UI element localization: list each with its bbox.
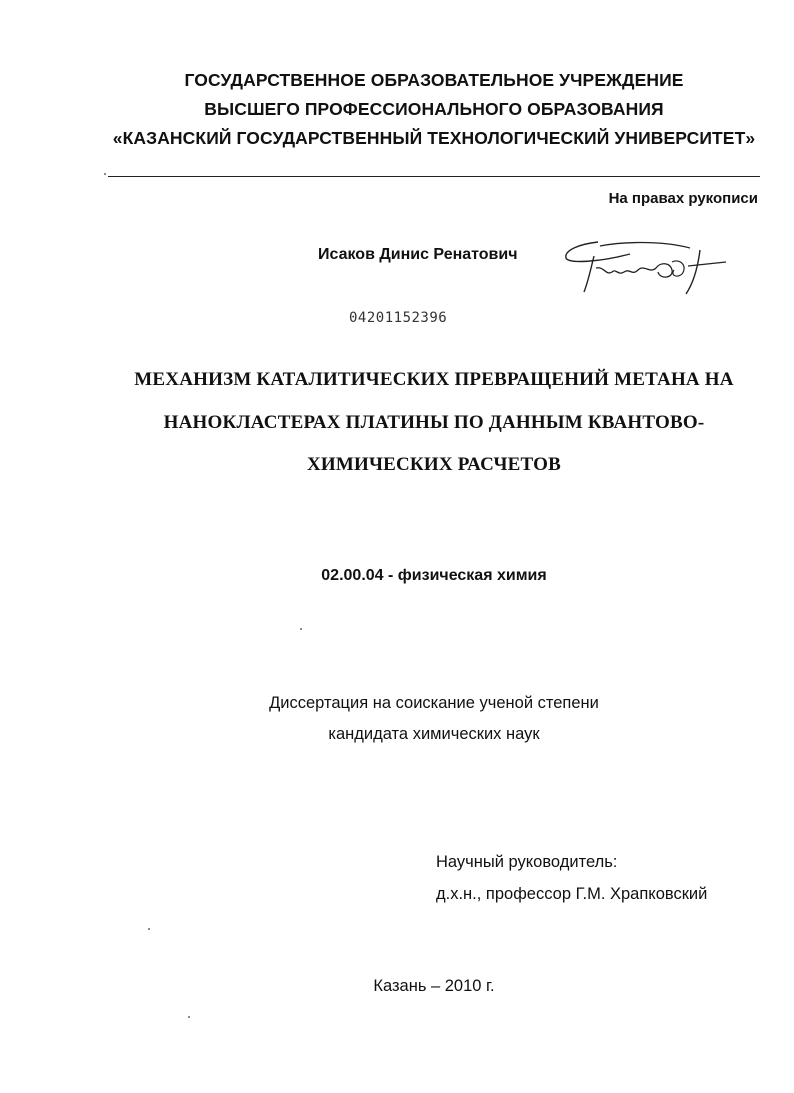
- rights-note: На правах рукописи: [608, 190, 758, 207]
- thesis-title-line-1: МЕХАНИЗМ КАТАЛИТИЧЕСКИХ ПРЕВРАЩЕНИЙ МЕТАНА НА: [134, 369, 734, 390]
- handwritten-signature: [560, 232, 730, 298]
- institution-line-2: ВЫСШЕГО ПРОФЕССИОНАЛЬНОГО ОБРАЗОВАНИЯ: [204, 99, 664, 119]
- degree-line-1: Диссертация на соискание ученой степени: [269, 694, 599, 712]
- author-name: Исаков Динис Ренатович: [318, 246, 518, 263]
- specialty-code: 02.00.04 - физическая химия: [321, 567, 547, 584]
- institution-line-3: «КАЗАНСКИЙ ГОСУДАРСТВЕННЫЙ ТЕХНОЛОГИЧЕСКИЙ УНИВЕРСИТЕТ»: [112, 128, 756, 148]
- scan-speck: [104, 173, 106, 175]
- catalog-stamp-number: 04201152396: [349, 310, 448, 326]
- place-and-year: Казань – 2010 г.: [373, 977, 495, 995]
- thesis-title-line-3: ХИМИЧЕСКИХ РАСЧЕТОВ: [306, 454, 562, 475]
- degree-line-2: кандидата химических наук: [328, 725, 540, 743]
- thesis-title-line-2: НАНОКЛАСТЕРАХ ПЛАТИНЫ ПО ДАННЫМ КВАНТОВО-: [163, 412, 705, 433]
- advisor-label: Научный руководитель:: [436, 853, 618, 871]
- advisor-name: д.х.н., профессор Г.М. Храпковский: [436, 885, 708, 903]
- scan-speck: [300, 628, 302, 630]
- scan-speck: [148, 928, 150, 930]
- header-divider: [108, 176, 760, 177]
- scan-speck: [188, 1016, 190, 1018]
- institution-line-1: ГОСУДАРСТВЕННОЕ ОБРАЗОВАТЕЛЬНОЕ УЧРЕЖДЕНИЕ: [184, 70, 684, 90]
